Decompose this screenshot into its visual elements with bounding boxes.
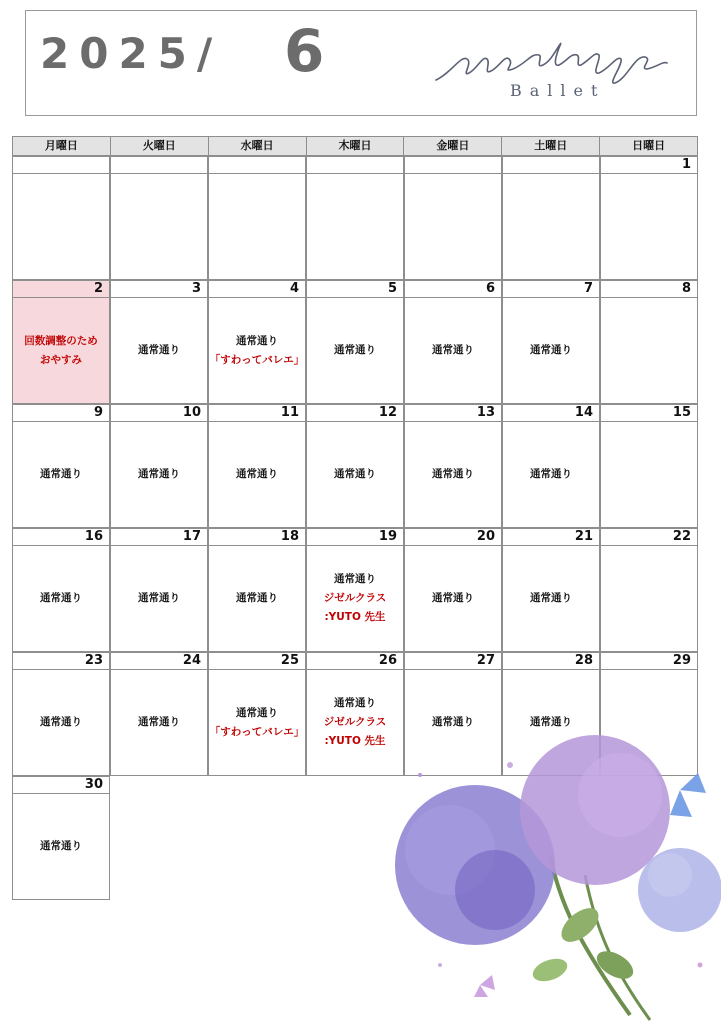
calendar-header <box>25 10 697 116</box>
ballet-logo-text: Ballet <box>510 81 606 100</box>
schedule-line: 通常通り <box>530 468 572 480</box>
day-number: 1 <box>601 157 697 174</box>
day-number: 2 <box>13 281 109 298</box>
day-number: 18 <box>209 529 305 546</box>
weekday-header: 土曜日 <box>501 137 599 155</box>
day-schedule <box>503 546 599 651</box>
day-cell[interactable] <box>12 528 110 652</box>
day-number: 16 <box>13 529 109 546</box>
day-schedule <box>405 174 501 279</box>
day-number: 13 <box>405 405 501 422</box>
day-number: 17 <box>111 529 207 546</box>
day-schedule <box>111 670 207 775</box>
day-number: 29 <box>601 653 697 670</box>
month-label: 6 <box>284 17 325 85</box>
day-number: 3 <box>111 281 207 298</box>
day-schedule <box>13 298 109 403</box>
day-number <box>307 157 403 174</box>
schedule-line: 通常通り <box>530 716 572 728</box>
day-number: 6 <box>405 281 501 298</box>
day-cell[interactable] <box>208 528 306 652</box>
weekday-header: 日曜日 <box>599 137 697 155</box>
schedule-line: 通常通り <box>138 344 180 356</box>
day-schedule <box>13 174 109 279</box>
day-number: 24 <box>111 653 207 670</box>
schedule-line: 通常通り <box>138 592 180 604</box>
day-schedule <box>307 174 403 279</box>
schedule-line: おやすみ <box>40 353 82 366</box>
schedule-line: 通常通り <box>40 716 82 728</box>
day-number <box>209 157 305 174</box>
schedule-line: 通常通り <box>432 592 474 604</box>
calendar-week-row <box>12 280 698 404</box>
day-cell[interactable] <box>600 528 698 652</box>
day-cell[interactable] <box>110 280 208 404</box>
day-schedule <box>601 422 697 527</box>
day-schedule <box>503 174 599 279</box>
day-cell[interactable] <box>600 280 698 404</box>
day-schedule <box>13 422 109 527</box>
day-cell[interactable] <box>600 156 698 280</box>
schedule-line: 通常通り <box>40 468 82 480</box>
day-cell[interactable] <box>600 404 698 528</box>
day-schedule <box>503 422 599 527</box>
schedule-line: ジゼルクラス <box>323 592 387 604</box>
day-schedule <box>307 298 403 403</box>
day-schedule <box>307 422 403 527</box>
day-schedule <box>13 670 109 775</box>
day-number: 27 <box>405 653 501 670</box>
day-number: 14 <box>503 405 599 422</box>
schedule-line: :YUTO 先生 <box>324 735 386 747</box>
day-cell[interactable] <box>502 528 600 652</box>
day-number: 25 <box>209 653 305 670</box>
schedule-line: 「すわってバレエ」 <box>209 725 305 738</box>
day-cell[interactable] <box>110 404 208 528</box>
calendar-week-row <box>12 404 698 528</box>
day-schedule <box>405 422 501 527</box>
schedule-line: 通常通り <box>40 840 82 852</box>
day-cell[interactable] <box>306 280 404 404</box>
hydrangea-illustration <box>380 735 721 1024</box>
day-number: 22 <box>601 529 697 546</box>
day-number <box>405 157 501 174</box>
day-number <box>13 157 109 174</box>
day-schedule <box>111 174 207 279</box>
day-number: 19 <box>307 529 403 546</box>
day-schedule <box>209 546 305 651</box>
day-cell[interactable] <box>404 404 502 528</box>
weekday-header: 月曜日 <box>44 139 78 152</box>
schedule-line: 通常通り <box>432 344 474 356</box>
schedule-line: 通常通り <box>138 468 180 480</box>
schedule-line: 通常通り <box>334 697 376 709</box>
day-cell[interactable] <box>306 528 404 652</box>
schedule-line: 通常通り <box>334 344 376 356</box>
day-cell[interactable] <box>306 404 404 528</box>
day-cell[interactable] <box>404 528 502 652</box>
schedule-line: 通常通り <box>236 334 278 347</box>
year-label: 2025/ <box>40 29 223 78</box>
day-schedule <box>209 298 305 403</box>
day-schedule <box>405 298 501 403</box>
day-cell[interactable] <box>110 528 208 652</box>
day-number <box>111 157 207 174</box>
day-number: 28 <box>503 653 599 670</box>
schedule-line: 通常通り <box>138 716 180 728</box>
day-cell[interactable] <box>208 652 306 776</box>
day-cell[interactable] <box>502 280 600 404</box>
weekday-header: 金曜日 <box>403 137 501 155</box>
day-number <box>503 157 599 174</box>
day-cell[interactable] <box>12 404 110 528</box>
day-cell[interactable] <box>12 156 110 280</box>
schedule-line: 通常通り <box>530 344 572 356</box>
schedule-line: 通常通り <box>236 706 278 719</box>
day-cell[interactable] <box>502 156 600 280</box>
day-number: 15 <box>601 405 697 422</box>
day-schedule <box>601 298 697 403</box>
day-schedule <box>111 422 207 527</box>
day-cell[interactable] <box>404 280 502 404</box>
day-number: 21 <box>503 529 599 546</box>
day-cell[interactable] <box>12 652 110 776</box>
day-schedule <box>209 670 305 775</box>
schedule-line: 通常通り <box>40 592 82 604</box>
schedule-line: 通常通り <box>236 592 278 604</box>
calendar-week-row <box>12 528 698 652</box>
day-cell[interactable] <box>404 156 502 280</box>
day-schedule <box>405 546 501 651</box>
weekday-header: 木曜日 <box>306 137 404 155</box>
schedule-line: 通常通り <box>432 716 474 728</box>
day-schedule <box>307 546 403 651</box>
day-schedule <box>13 794 109 899</box>
day-number: 4 <box>209 281 305 298</box>
schedule-line: 「すわってバレエ」 <box>209 353 305 366</box>
day-number: 8 <box>601 281 697 298</box>
day-schedule <box>209 422 305 527</box>
day-number: 10 <box>111 405 207 422</box>
day-cell[interactable] <box>110 652 208 776</box>
day-schedule <box>601 546 697 651</box>
day-schedule <box>503 298 599 403</box>
day-cell[interactable] <box>110 156 208 280</box>
day-cell[interactable] <box>502 404 600 528</box>
day-cell[interactable] <box>12 776 110 900</box>
day-number: 26 <box>307 653 403 670</box>
weekday-header-row <box>12 136 698 156</box>
day-schedule <box>601 174 697 279</box>
schedule-line: 回数調整のため <box>24 334 98 347</box>
day-number: 12 <box>307 405 403 422</box>
schedule-line: 通常通り <box>530 592 572 604</box>
day-cell[interactable] <box>12 280 110 404</box>
day-cell[interactable] <box>208 280 306 404</box>
day-cell[interactable] <box>306 156 404 280</box>
schedule-line: 通常通り <box>432 468 474 480</box>
day-number: 20 <box>405 529 501 546</box>
schedule-line: ジゼルクラス <box>323 716 387 728</box>
day-number: 5 <box>307 281 403 298</box>
weekday-header: 水曜日 <box>208 137 306 155</box>
schedule-line: 通常通り <box>334 573 376 585</box>
schedule-line: 通常通り <box>236 468 278 480</box>
day-number: 23 <box>13 653 109 670</box>
day-number: 7 <box>503 281 599 298</box>
day-schedule <box>209 174 305 279</box>
day-cell[interactable] <box>208 404 306 528</box>
day-cell[interactable] <box>208 156 306 280</box>
schedule-line: :YUTO 先生 <box>324 611 386 623</box>
schedule-line: 通常通り <box>334 468 376 480</box>
weekday-header: 火曜日 <box>110 137 208 155</box>
day-number: 30 <box>13 777 109 794</box>
day-number: 9 <box>13 405 109 422</box>
day-schedule <box>111 298 207 403</box>
day-number: 11 <box>209 405 305 422</box>
calendar-week-row <box>12 156 698 280</box>
day-schedule <box>13 546 109 651</box>
day-schedule <box>111 546 207 651</box>
